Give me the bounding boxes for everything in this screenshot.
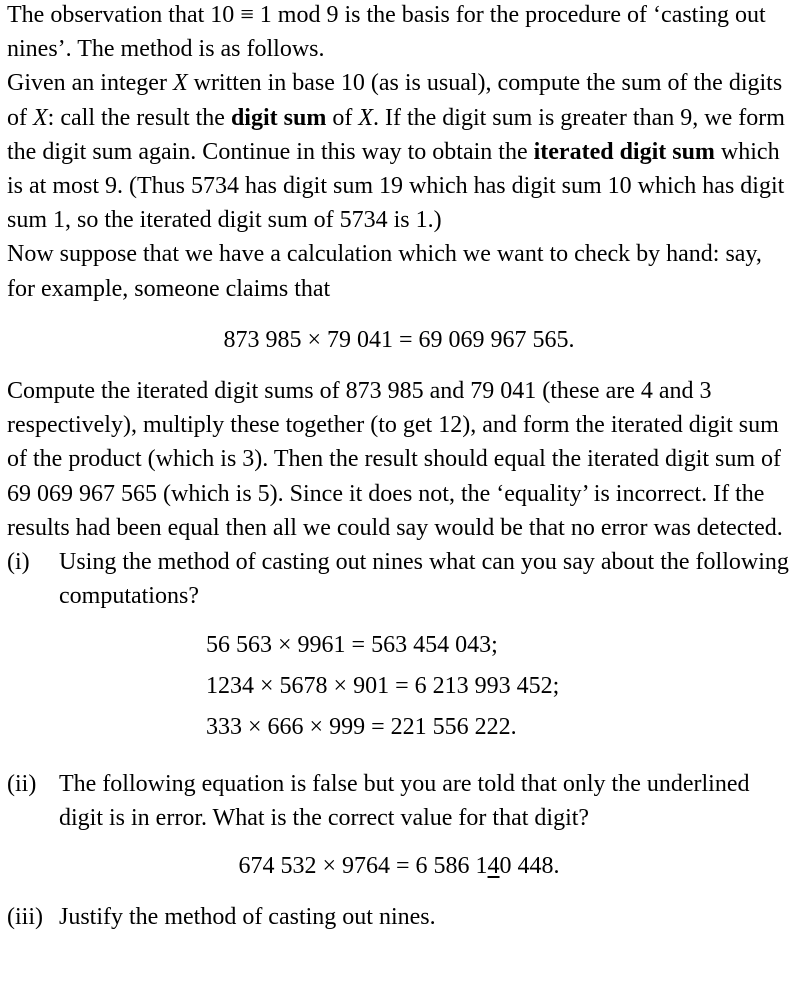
part-ii-text: The following equation is false but you are told that only the underlined digit is in error. What is the correct value for that digit?: [59, 770, 750, 832]
definition-text-3: : call the result the: [47, 104, 231, 131]
main-equation: 873 985 × 79 041 = 69 069 967 565.: [223, 326, 575, 353]
setup-paragraph: Now suppose that we have a calculation which we want to check by hand: say, for example, someone claims that: [7, 241, 762, 302]
part-i-label: (i): [7, 549, 30, 576]
definition-text-5: . If the digit sum is greater than 9, we form the digit sum again. Continue in this way to obtain the: [7, 104, 785, 165]
definition-text-2: written in base 10 (as is usual), compute the sum of the digits of: [7, 70, 783, 131]
part-iii-text: Justify the method of casting out nines.: [59, 904, 436, 931]
part-i-equation-1: 56 563 × 9961 = 563 454 043;: [206, 632, 498, 659]
part-i: [7, 545, 791, 613]
intro-paragraph: [7, 0, 791, 66]
part-i-equation-3: 333 × 666 × 999 = 221 556 222.: [206, 714, 517, 741]
term-iterated-digit-sum: iterated digit sum: [533, 138, 715, 165]
part-ii-equation-after: 0 448.: [499, 853, 560, 880]
part-ii: [7, 767, 791, 835]
variable-x: X: [172, 70, 188, 97]
underlined-digit: 4: [487, 853, 500, 880]
intro-text: The observation that 10 ≡ 1 mod 9 is the basis for the procedure of ‘casting out nines’. The method is as follows.: [7, 2, 766, 63]
part-ii-label: (ii): [7, 770, 37, 797]
definition-text-4: of: [326, 104, 359, 131]
part-iii: [7, 900, 791, 934]
part-i-equations: [206, 625, 804, 747]
definition-text-6: which is at most 9. (Thus 5734 has digit sum 19 which has digit sum 10 which has digit sum 1, so the iterated digit sum of 5734 is 1.): [7, 138, 785, 234]
part-i-equation-2: 1234 × 5678 × 901 = 6 213 993 452;: [206, 673, 560, 700]
variable-x: X: [33, 104, 48, 131]
variable-x: X: [358, 104, 373, 131]
part-iii-label: (iii): [7, 904, 43, 931]
part-ii-equation-before: 674 532 × 9764 = 6 586 1: [238, 853, 488, 880]
explanation-paragraph: Compute the iterated digit sums of 873 985 and 79 041 (these are 4 and 3 respectively), multiply these together (to get 12), and form the iterated digit sum of the product (which is 3). Then the result should equal the iterated digit sum of 69 069 967 565 (which is 5). Since it does not, the ‘equality’ is incorrect. If the results had been equal then all we could say would be that no error was detected.: [7, 378, 783, 541]
definition-text-1: Given an integer: [7, 70, 173, 97]
term-digit-sum: digit sum: [230, 104, 327, 131]
part-i-text: Using the method of casting out nines what can you say about the following computations?: [59, 549, 789, 610]
definition-paragraph: [7, 66, 791, 237]
part-ii-equation: [7, 849, 791, 883]
